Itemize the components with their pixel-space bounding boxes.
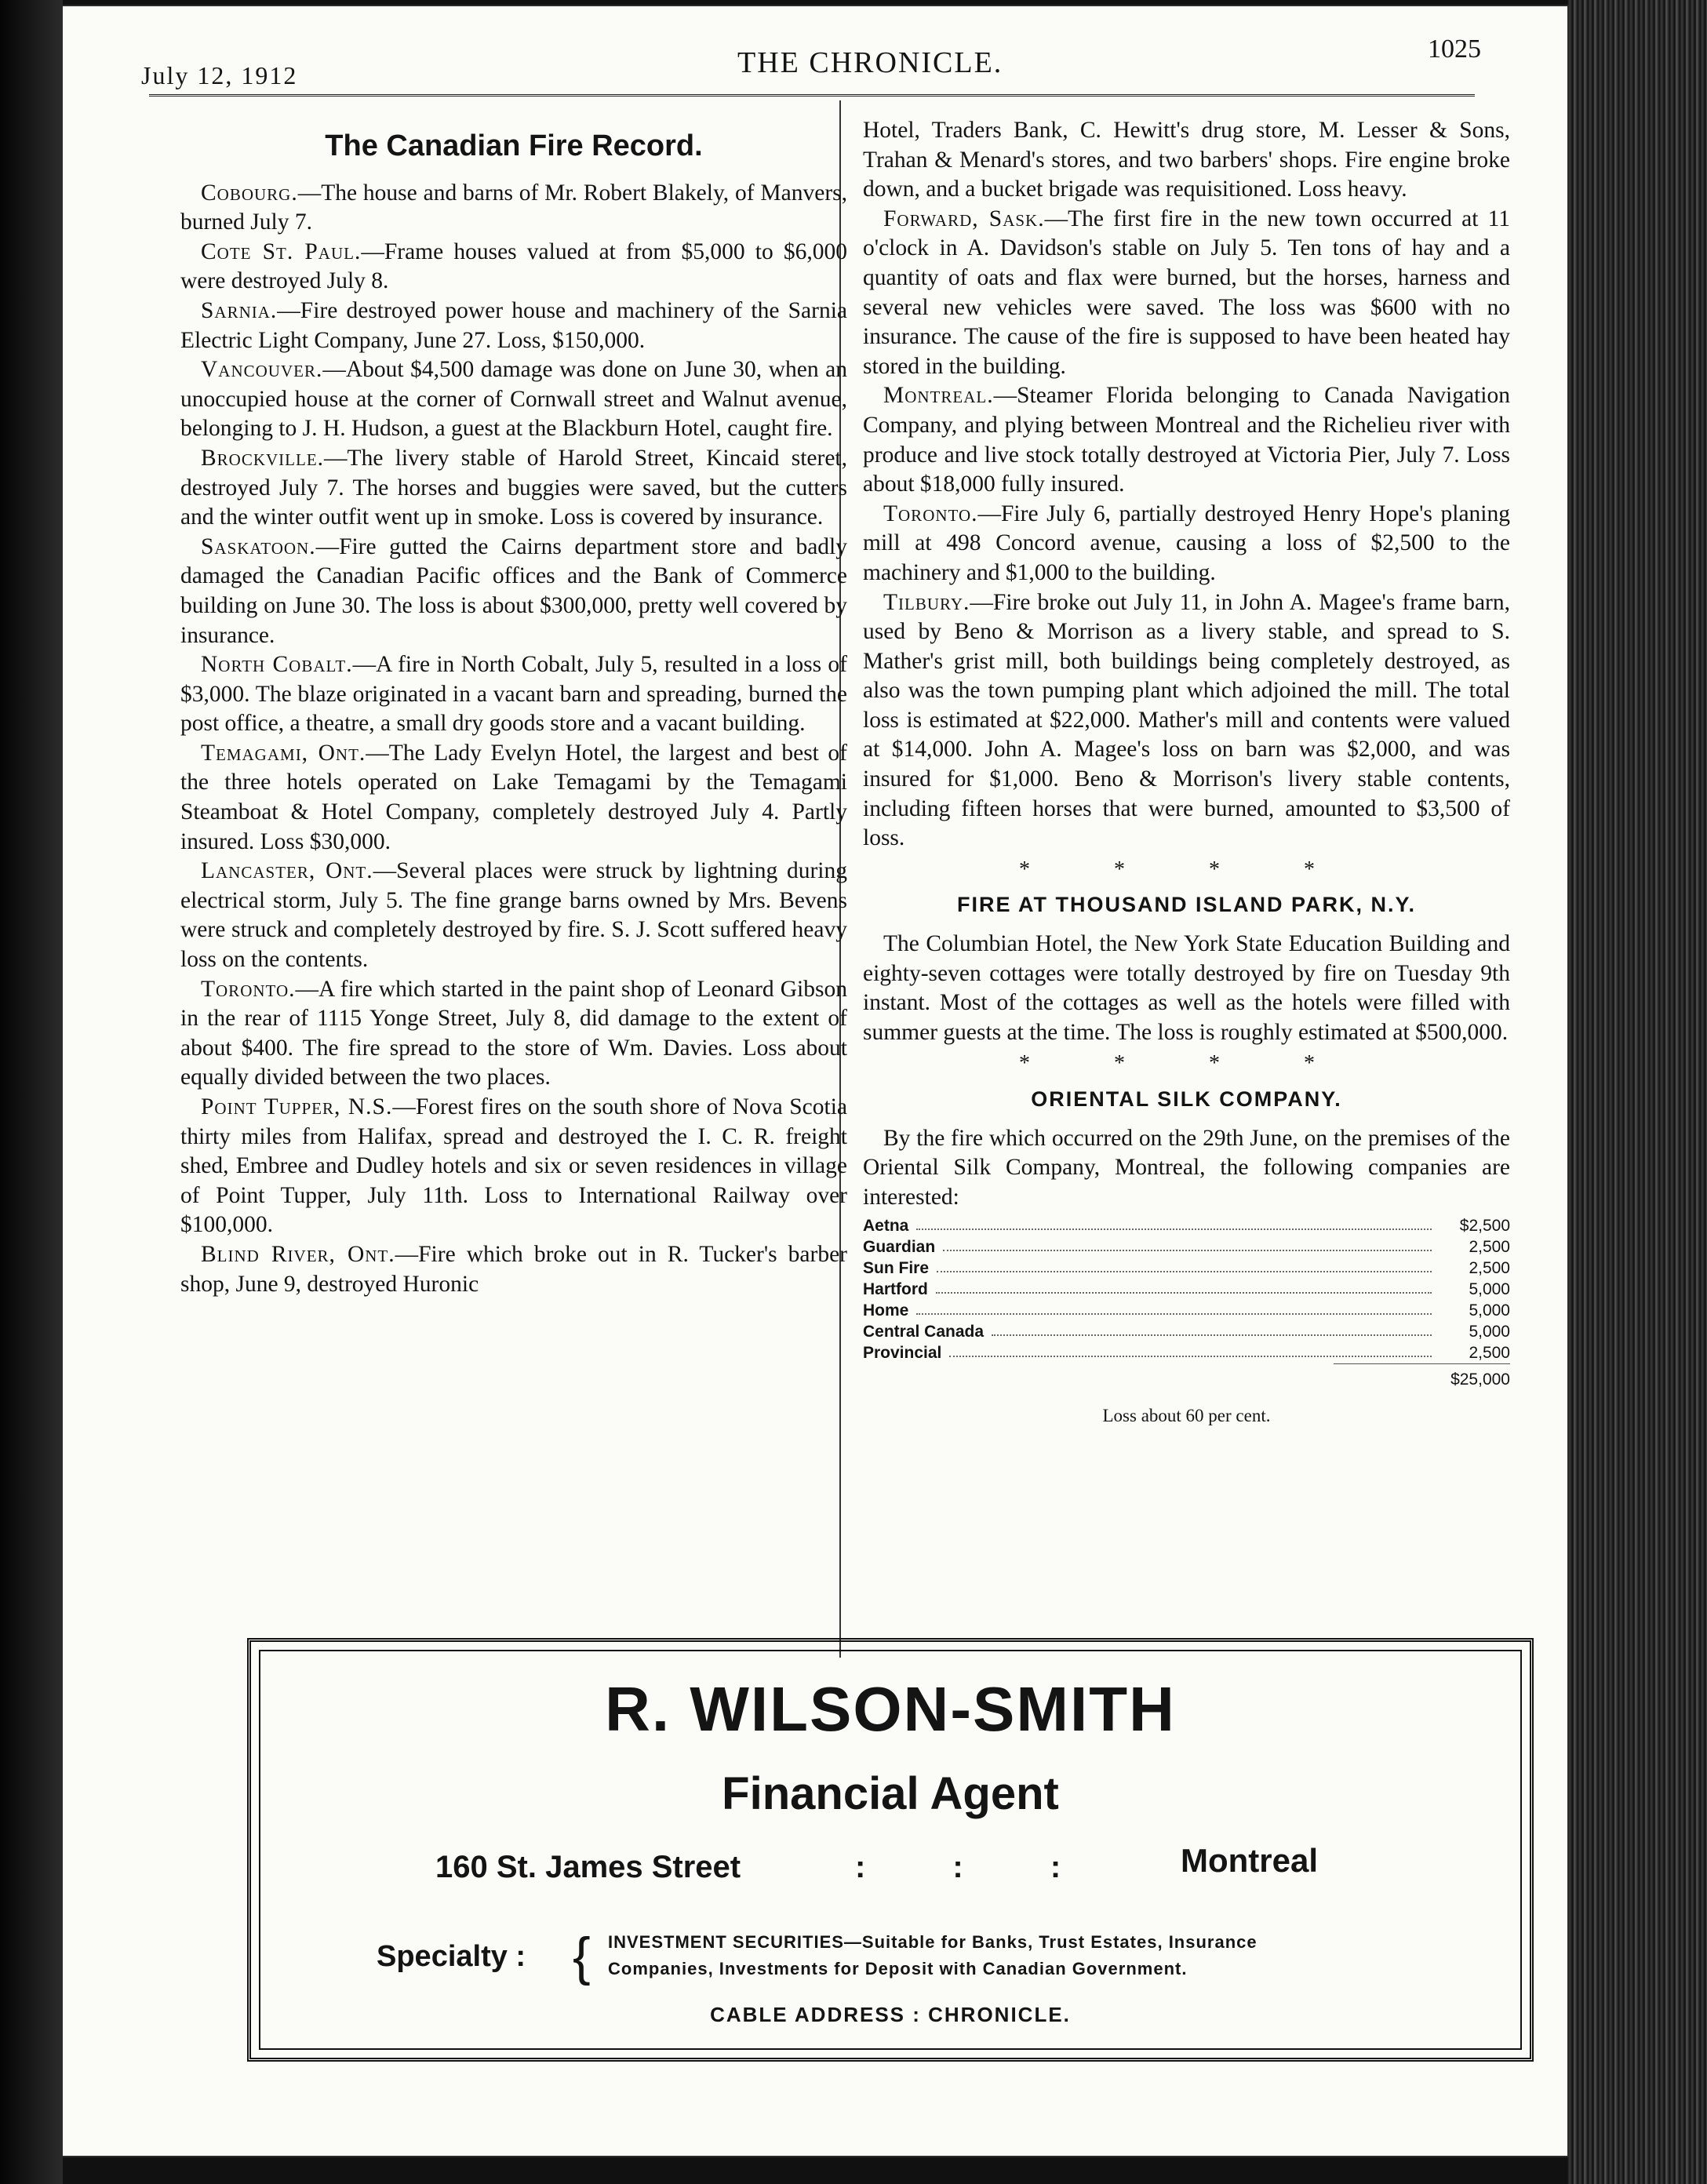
page-number: 1025 (1428, 35, 1481, 64)
companies-table (863, 1215, 1510, 1390)
advertisement-box (247, 1638, 1534, 2062)
entry-text: —A fire in North Cobalt, July 5, resulted in a loss of $3,000. The blaze originated in a vacant barn and spreading, burned the post office, a theatre, a small dry goods store and a vacant building. (180, 652, 848, 737)
company-name: Hartford (863, 1280, 928, 1299)
company-amount: 5,000 (1469, 1301, 1510, 1320)
fire-entry-vancouver (180, 355, 847, 444)
entry-place: Cobourg. (201, 180, 298, 206)
fire-entry-forward (863, 205, 1510, 382)
company-amount: 2,500 (1469, 1344, 1510, 1363)
entry-text: —Fire gutted the Cairns department store and badly damaged the Canadian Pacific offices and the Bank of Commerce building on June 30. The loss is about $300,000, pretty well covered by insurance. (180, 533, 847, 648)
table-row (863, 1342, 1510, 1363)
entry-place: North Cobalt. (201, 652, 353, 678)
entry-text: —The livery stable of Harold Street, Kincaid steret, destroyed July 7. The horses and buggies were saved, but the cutters and the winter outfit went up in smoke. Loss is covered by insurance. (180, 445, 847, 530)
table-row (863, 1236, 1510, 1258)
fire-entry-continuation: Hotel, Traders Bank, C. Hewitt's drug store, M. Lesser & Sons, Trahan & Menard's stores, and two barbers' shops. Fire engine broke down, and a bucket brigade was requisitioned. Loss heavy. (863, 118, 1510, 202)
entry-text: —Steamer Florida belonging to Canada Navigation Company, and plying between Montreal and the Richelieu river with produce and live stock totally destroyed at Victoria Pier, July 7. Loss about $18,000 fully insured. (863, 383, 1510, 497)
fire-entry-saskatoon (180, 533, 847, 650)
entry-place: Vancouver. (201, 357, 323, 383)
fire-entry-cote-st-paul (180, 238, 847, 297)
ad-specialty-line1: INVESTMENT SECURITIES—Suitable for Banks, Trust Estates, Insurance (608, 1932, 1258, 1952)
entry-text: —Several places were struck by lightning during electrical storm, July 5. The fine grange barns owned by Mrs. Bevens were struck and completely destroyed by fire. S. J. Scott suffered heavy loss on the contents. (180, 858, 847, 973)
fire-entry-blind-river (180, 1240, 847, 1299)
ad-role: Financial Agent (722, 1768, 1059, 1819)
ad-brace: { (573, 1927, 591, 1986)
left-column (180, 116, 847, 1299)
table-row (863, 1258, 1510, 1279)
entry-text: —Frame houses valued at from $5,000 to $6,000 were destroyed July 8. (180, 238, 847, 294)
company-amount: 2,500 (1469, 1238, 1510, 1257)
oriental-silk-intro: By the fire which occurred on the 29th June, on the premises of the Oriental Silk Company, Montreal, the following companies are interested: (863, 1125, 1510, 1210)
entry-place: Point Tupper, N.S. (201, 1094, 393, 1119)
companies-total: $25,000 (1334, 1363, 1510, 1390)
entry-text: —The house and barns of Mr. Robert Blakely, of Manvers, burned July 7. (180, 180, 847, 235)
leader-dots (992, 1321, 1432, 1336)
entry-place: Forward, Sask. (883, 206, 1045, 231)
fire-entry-toronto (180, 975, 847, 1093)
ad-specialty-label: Specialty : (377, 1940, 526, 1973)
entry-text: —Fire destroyed power house and machinery of the Sarnia Electric Light Company, June 27. Loss, $150,000. (180, 297, 847, 353)
entry-text: —Fire broke out July 11, in John A. Magee's frame barn, used by Beno & Morrison as a livery stable, and spread to S. Mather's grist mill, both buildings being completely destroyed, as also was the town pumping plant which adjoined the mill. The total loss is estimated at $22,000. Mather's mill and contents were valued at $14,000. John A. Magee's loss on barn was $2,000, and was insured for $1,000. Beno & Morrison's livery stable contents, including fifteen horses that were burned, amounted to $3,500 of loss. (863, 589, 1510, 851)
entry-text: —The first fire in the new town occurred at 11 o'clock in A. Davidson's stable on July 5. Ten tons of hay and a quantity of oats and flax were burned, but the horses, harness and several new vehicles were saved. The loss was $600 with no insurance. The cause of the fire is supposed to have been heated hay stored in the building. (863, 206, 1510, 379)
fire-entry-cobourg (180, 179, 847, 238)
entry-text: —The Lady Evelyn Hotel, the largest and best of the three hotels operated on Lake Temagami by the Temagami Steamboat & Hotel Company, completely destroyed July 4. Partly insured. Loss $30,000. (180, 740, 848, 854)
table-row (863, 1215, 1510, 1236)
page-edge-stack (1567, 0, 1707, 2184)
right-column (863, 116, 1510, 1431)
company-amount: $2,500 (1459, 1217, 1510, 1236)
entry-place: Saskatoon. (201, 533, 316, 559)
entry-place: Tilbury. (883, 589, 970, 615)
fire-entry-lancaster (180, 857, 847, 974)
ad-specialty-line2: Companies, Investments for Deposit with Canadian Government. (608, 1959, 1188, 1978)
section-separator: * * * * (1019, 1051, 1354, 1076)
fire-entry-north-cobalt (180, 650, 847, 739)
thousand-island-title: FIRE AT THOUSAND ISLAND PARK, N.Y. (956, 893, 1416, 917)
leader-dots (936, 1279, 1432, 1294)
oriental-silk-title: ORIENTAL SILK COMPANY. (1031, 1087, 1342, 1111)
thousand-island-text: The Columbian Hotel, the New York State Education Building and eighty-seven cottages were totally destroyed by fire on Tuesday 9th instant. Most of the cottages as well as the hotels were filled with summer guests at the time. The loss is roughly estimated at $500,000. (863, 931, 1510, 1045)
company-name: Aetna (863, 1217, 909, 1236)
fire-entry-point-tupper (180, 1093, 847, 1240)
leader-dots (943, 1236, 1432, 1251)
entry-text: —About $4,500 damage was done on June 30, when an unoccupied house at the corner of Cornwall street and Walnut avenue, belonging to J. H. Hudson, a guest at the Blackburn Hotel, caught fire. (180, 357, 847, 442)
header-title: THE CHRONICLE. (737, 46, 1003, 79)
header-date: July 12, 1912 (141, 61, 298, 89)
entry-text: —Forest fires on the south shore of Nova Scotia thirty miles from Halifax, spread and destroyed the I. C. R. freight shed, Embree and Dudley hotels and six or seven residences in village of Point Tupper, July 11th. Loss to International Railway over $100,000. (180, 1094, 847, 1238)
fire-entry-temagami (180, 739, 847, 857)
ad-name: R. WILSON-SMITH (605, 1674, 1176, 1744)
company-amount: 5,000 (1469, 1323, 1510, 1341)
entry-place: Blind River, Ont. (201, 1241, 395, 1267)
leader-dots (937, 1258, 1432, 1272)
entry-place: Brockville. (201, 445, 325, 471)
ad-city: Montreal (1181, 1842, 1319, 1879)
entry-text: —A fire which started in the paint shop of Leonard Gibson in the rear of 1115 Yonge Street, July 8, did damage to the extent of about $400. The fire spread to the store of Wm. Davies. Loss about equally divided between the two places. (180, 976, 847, 1090)
company-name: Guardian (863, 1238, 936, 1257)
ad-street: 160 St. James Street (435, 1850, 741, 1884)
entry-place: Temagami, Ont. (201, 740, 366, 766)
entry-place: Toronto. (883, 500, 978, 526)
company-amount: 5,000 (1469, 1280, 1510, 1299)
fire-entry-tilbury (863, 588, 1510, 854)
company-name: Central Canada (863, 1323, 985, 1341)
entry-text: —Fire July 6, partially destroyed Henry Hope's planing mill at 498 Concord avenue, causing a loss of $2,500 to the machinery and $1,000 to the building. (863, 500, 1510, 585)
newspaper-page (63, 6, 1567, 2156)
entry-place: Lancaster, Ont. (201, 858, 373, 884)
entry-place: Toronto. (201, 976, 296, 1002)
fire-record-title: The Canadian Fire Record. (325, 129, 703, 162)
page-header (141, 30, 1481, 89)
fire-entry-montreal (863, 381, 1510, 499)
leader-dots (949, 1342, 1432, 1357)
table-row (863, 1279, 1510, 1300)
table-row (863, 1300, 1510, 1321)
section-separator: * * * * (1019, 857, 1354, 882)
leader-dots (916, 1300, 1432, 1315)
ad-colons: : : : (855, 1850, 1101, 1884)
company-name: Provincial (863, 1344, 942, 1363)
fire-entry-sarnia (180, 297, 847, 355)
ad-cable-address: CABLE ADDRESS : CHRONICLE. (710, 2003, 1071, 2026)
entry-text: —Fire which broke out in R. Tucker's barber shop, June 9, destroyed Huronic (180, 1241, 847, 1297)
entry-place: Cote St. Paul. (201, 238, 362, 264)
entry-place: Sarnia. (201, 297, 278, 323)
loss-note: Loss about 60 per cent. (1102, 1406, 1271, 1426)
company-amount: 2,500 (1469, 1259, 1510, 1278)
table-row (863, 1321, 1510, 1342)
entry-place: Montreal. (883, 383, 994, 409)
company-name: Sun Fire (863, 1259, 930, 1278)
company-name: Home (863, 1301, 909, 1320)
leader-dots (916, 1215, 1432, 1230)
fire-entry-toronto-2 (863, 500, 1510, 588)
fire-entry-brockville (180, 444, 847, 533)
binding-shadow (0, 0, 63, 2184)
header-rule (149, 94, 1475, 96)
